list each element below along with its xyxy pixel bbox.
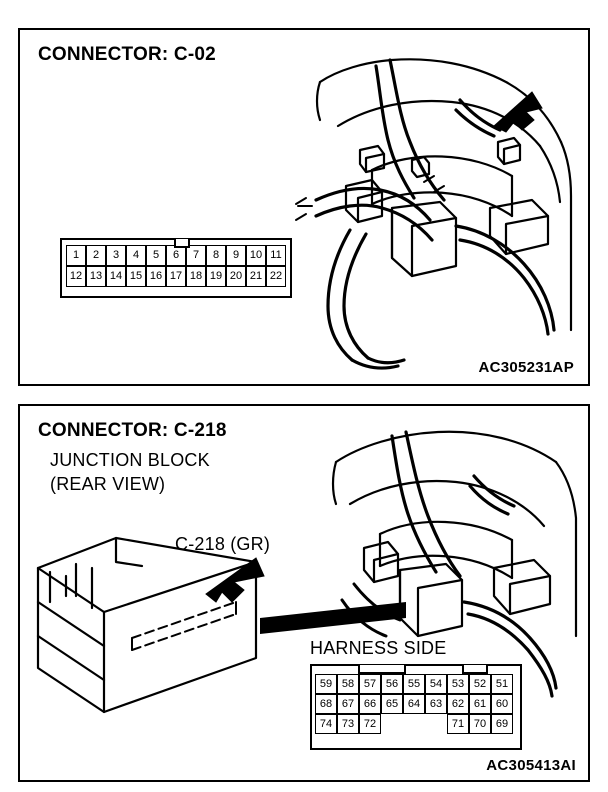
pin: 57 — [359, 674, 381, 694]
pin: 73 — [337, 714, 359, 734]
pin: 8 — [206, 245, 226, 266]
pin: 12 — [66, 266, 86, 287]
pin: 54 — [425, 674, 447, 694]
pin: 63 — [425, 694, 447, 714]
pin: 22 — [266, 266, 286, 287]
pin: 62 — [447, 694, 469, 714]
pin: 55 — [403, 674, 425, 694]
pin: 69 — [491, 714, 513, 734]
connector-panel-c02 — [18, 28, 590, 386]
panel-title-c218: CONNECTOR: C-218 — [38, 420, 227, 441]
pin: 67 — [337, 694, 359, 714]
pin: 21 — [246, 266, 266, 287]
pin: 66 — [359, 694, 381, 714]
pin: 60 — [491, 694, 513, 714]
pin-row — [315, 714, 517, 734]
pin-empty — [425, 714, 447, 734]
figure-code-top: AC305231AP — [478, 359, 574, 376]
pin: 2 — [86, 245, 106, 266]
connector-panel-c218 — [18, 404, 590, 782]
harness-side-label: HARNESS SIDE — [310, 638, 447, 658]
pin: 4 — [126, 245, 146, 266]
pin: 56 — [381, 674, 403, 694]
pin: 17 — [166, 266, 186, 287]
pin: 65 — [381, 694, 403, 714]
pin: 51 — [491, 674, 513, 694]
connector-notch — [358, 665, 406, 674]
pin: 20 — [226, 266, 246, 287]
pin: 6 — [166, 245, 186, 266]
pin: 58 — [337, 674, 359, 694]
pin: 14 — [106, 266, 126, 287]
pin: 74 — [315, 714, 337, 734]
pin-row — [66, 266, 286, 287]
leader-wedge — [260, 602, 406, 634]
panel-subtitle-line2: (REAR VIEW) — [50, 474, 166, 494]
connector-notch — [462, 665, 488, 674]
pin-row — [315, 694, 517, 714]
panel-subtitle-line1: JUNCTION BLOCK — [50, 450, 210, 470]
pin: 59 — [315, 674, 337, 694]
pin: 53 — [447, 674, 469, 694]
pin: 16 — [146, 266, 166, 287]
pin: 64 — [403, 694, 425, 714]
pin: 61 — [469, 694, 491, 714]
pin: 72 — [359, 714, 381, 734]
pin: 5 — [146, 245, 166, 266]
pin: 7 — [186, 245, 206, 266]
pin: 11 — [266, 245, 286, 266]
pin: 15 — [126, 266, 146, 287]
pin: 3 — [106, 245, 126, 266]
pin: 71 — [447, 714, 469, 734]
connector-pinout-c02 — [60, 238, 292, 298]
pin: 13 — [86, 266, 106, 287]
connector-lock-tab — [174, 239, 190, 248]
pin: 70 — [469, 714, 491, 734]
pin-empty — [403, 714, 425, 734]
pin: 68 — [315, 694, 337, 714]
pin-empty — [381, 714, 403, 734]
pin: 9 — [226, 245, 246, 266]
figure-code-bottom: AC305413AI — [486, 757, 576, 774]
pin: 1 — [66, 245, 86, 266]
pin-row — [66, 245, 286, 266]
panel-title-c02: CONNECTOR: C-02 — [38, 44, 216, 65]
pin: 19 — [206, 266, 226, 287]
vehicle-harness-illustration-top — [20, 30, 588, 384]
pin: 52 — [469, 674, 491, 694]
pin-row — [315, 674, 517, 694]
pin: 10 — [246, 245, 266, 266]
connector-callout-label: C-218 (GR) — [175, 534, 271, 554]
pin: 18 — [186, 266, 206, 287]
connector-pinout-c218 — [310, 664, 522, 750]
pointer-arrow-top — [494, 92, 542, 132]
